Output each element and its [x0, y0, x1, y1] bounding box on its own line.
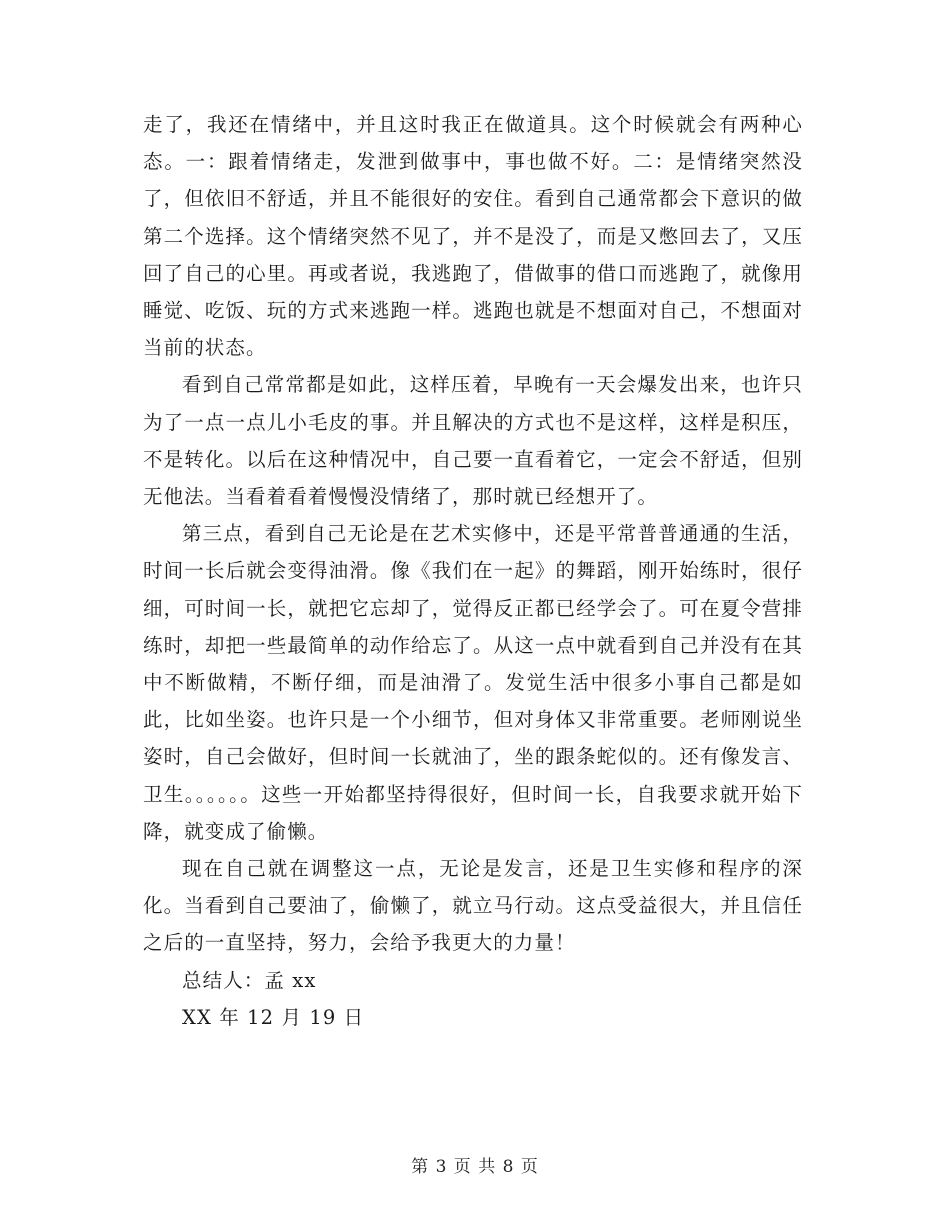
signature-line: 总结人：孟 xx — [182, 968, 317, 992]
paragraph-3: 第三点，看到自己无论是在艺术实修中，还是平常普普通通的生活，时间一长后就会变得油滑。像《我们在一起》的舞蹈，刚开始练时，很仔细，可时间一长，就把它忘却了，觉得反正都已经学会了。可在夏令营排练时，却把一些最简单的动作给忘了。从这一点中就看到自己并没有在其中不断做精，不断仔细，而是油滑了。发觉生活中很多小事自己都是如此，比如坐姿。也许只是一个小细节，但对身体又非常重要。老师刚说坐姿时，自己会做好，但时间一长就油了，坐的跟条蛇似的。还有像发言、卫生。。。。。。这些一开始都坚持得很好，但时间一长，自我要求就开始下降，就变成了偷懒。 — [143, 522, 803, 843]
paragraph-1: 走了，我还在情绪中，并且这时我正在做道具。这个时候就会有两种心态。一：跟着情绪走，发泄到做事中，事也做不好。二：是情绪突然没了，但依旧不舒适，并且不能很好的安住。看到自己通常都会下意识的做第二个选择。这个情绪突然不见了，并不是没了，而是又憋回去了，又压回了自己的心里。再或者说，我逃跑了，借做事的借口而逃跑了，就像用睡觉、吃饭、玩的方式来逃跑一样。逃跑也就是不想面对自己，不想面对当前的状态。 — [143, 113, 803, 360]
paragraph-2: 看到自己常常都是如此，这样压着，早晚有一天会爆发出来，也许只为了一点一点儿小毛皮的事。并且解决的方式也不是这样，这样是积压，不是转化。以后在这种情况中，自己要一直看着它，一定会不舒适，但别无他法。当看着看着慢慢没情绪了，那时就已经想开了。 — [143, 373, 803, 509]
document-body — [143, 106, 803, 1036]
page-number-label: 第 3 页 共 8 页 — [411, 1157, 539, 1177]
date-line: XX 年 12 月 19 日 — [182, 1005, 365, 1029]
page-footer — [0, 1152, 950, 1177]
paragraph-4: 现在自己就在调整这一点，无论是发言，还是卫生实修和程序的深化。当看到自己要油了，偷懒了，就立马行动。这点受益很大，并且信任之后的一直坚持，努力，会给予我更大的力量！ — [143, 857, 803, 955]
